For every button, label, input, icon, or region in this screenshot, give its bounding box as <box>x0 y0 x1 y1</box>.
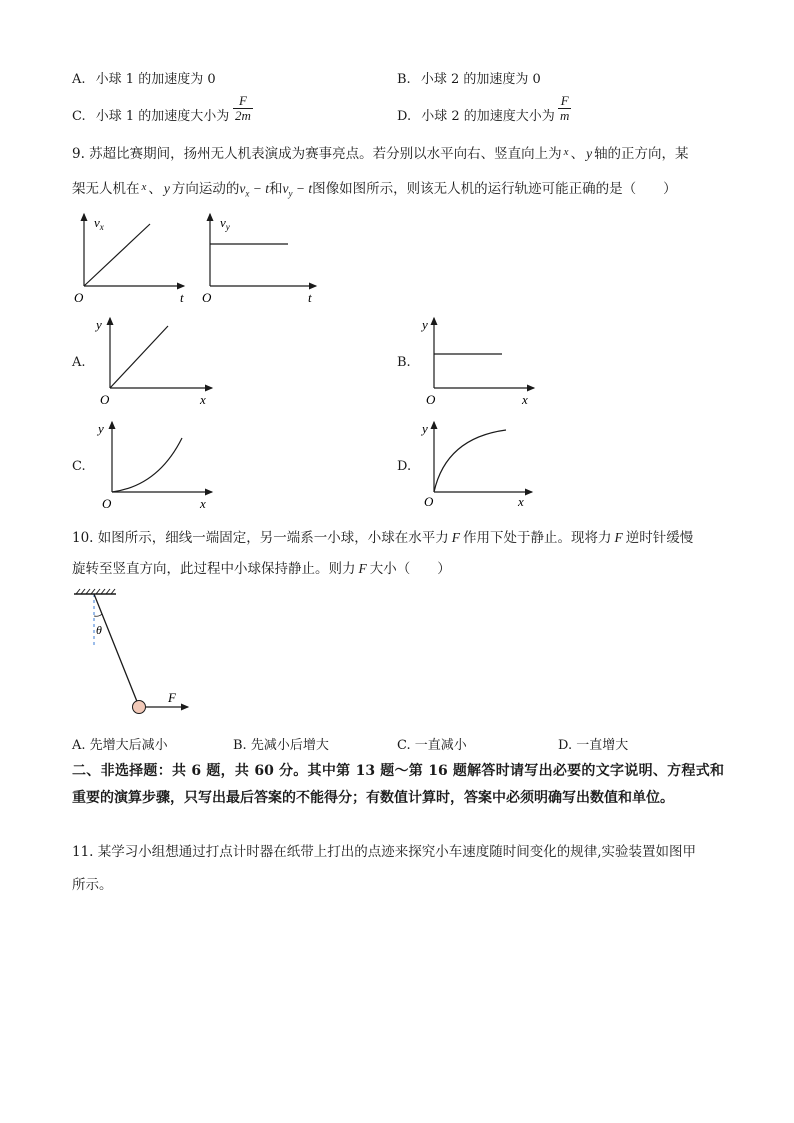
q8-option-a <box>72 68 216 87</box>
and-word: 和 <box>269 181 283 197</box>
x-axis-label: x <box>200 496 206 511</box>
origin-label: O <box>202 290 212 305</box>
vy-t-graph <box>198 208 322 306</box>
force-symbol: F <box>451 530 461 545</box>
q8-option-b-label: B. <box>397 72 411 87</box>
vx-subscript: x <box>245 188 250 199</box>
origin-label: O <box>102 496 112 511</box>
origin-label: O <box>100 392 110 407</box>
q8-option-c-fraction <box>233 94 253 123</box>
q10-line-2-a: 旋转至竖直方向，此过程中小球保持静止。则力 <box>72 561 356 577</box>
vx-line <box>84 224 150 286</box>
fraction-denominator: m <box>560 108 570 123</box>
vx-axis-label: $v_x$ <box>94 215 104 232</box>
section-2-heading: 二、非选择题：共 6 题，共 60 分。其中第 13 题～第 16 题解答时请写出必要的文字说明、方程式和重要的演算步骤，只写出最后答案的不能得分；有数值计算时，答案中必须明确写出数值和单位。 <box>72 763 724 806</box>
q8-option-b <box>397 68 541 87</box>
q10-line-2-b: 大小（ ） <box>369 561 451 577</box>
q10-line-2 <box>72 557 451 577</box>
ball <box>133 701 146 714</box>
q9-option-a-label: A. <box>72 355 86 370</box>
q11-line-2: 所示。 <box>72 877 113 893</box>
vx-symbol: v <box>239 181 246 196</box>
q10-option-d: D. 一直增大 <box>558 738 629 753</box>
x-symbol: x <box>563 146 569 158</box>
angle-arc <box>94 614 102 616</box>
q10-option-b: B. 先减小后增大 <box>233 738 329 753</box>
origin-label: O <box>424 494 434 509</box>
y-axis-label: y <box>422 317 428 332</box>
trajectory-line <box>110 326 168 388</box>
q9-line-1-end: 轴的正方向，某 <box>594 146 689 162</box>
q9-option-c-label: C. <box>72 459 86 474</box>
q8-option-d-label: D. <box>397 109 412 124</box>
origin-label: O <box>426 392 436 407</box>
y-symbol: y <box>163 181 170 196</box>
x-axis-label: x <box>522 392 528 407</box>
q10-line-1-b: 作用下处于静止。现将力 <box>463 530 612 546</box>
vy-symbol: v <box>282 181 289 196</box>
vy-axis-label: $v_y$ <box>220 215 230 232</box>
x-symbol: x <box>141 181 147 193</box>
minus-t: − t <box>249 181 270 196</box>
q9-line-1 <box>72 142 689 162</box>
fraction-numerator: F <box>560 93 569 108</box>
vy-subscript: y <box>288 188 293 199</box>
q9-option-b-label: B. <box>397 355 411 370</box>
fraction-denominator: 2m <box>235 108 251 123</box>
option-b-graph <box>416 312 540 408</box>
x-axis-label: x <box>518 494 524 509</box>
q9-line-2-end: 图像如图所示，则该无人机的运行轨迹可能正确的是（ ） <box>312 181 677 197</box>
t-axis-label: t <box>308 290 312 305</box>
q8-option-d-text: 小球 2 的加速度大小为 <box>421 109 555 124</box>
separator: 、 <box>148 181 162 197</box>
vx-t-graph <box>72 208 192 306</box>
string <box>94 594 138 704</box>
q9-line-2-dir: 方向运动的 <box>171 181 240 197</box>
q9-line-2-start: 架无人机在 <box>72 181 140 197</box>
t-axis-label: t <box>180 290 184 305</box>
pendulum-diagram <box>68 586 208 720</box>
force-symbol: F <box>358 561 367 576</box>
q8-option-b-text: 小球 2 的加速度为 0 <box>420 72 541 87</box>
q9-line-1-text: 9. 苏超比赛期间，扬州无人机表演成为赛事亮点。若分别以水平向右、竖直向上为 <box>72 146 562 162</box>
force-symbol: F <box>614 530 623 545</box>
q10-line-1-c: 逆时针缓慢 <box>625 530 694 546</box>
q8-option-c <box>72 105 229 124</box>
q10-option-c: C. 一直减小 <box>397 738 467 753</box>
ceiling-hatch <box>76 589 115 594</box>
q8-option-c-text: 小球 1 的加速度大小为 <box>95 109 230 124</box>
q8-option-d <box>397 105 555 124</box>
theta-label: θ <box>96 623 102 637</box>
q8-option-c-label: C. <box>72 109 86 124</box>
q10-option-a: A. 先增大后减小 <box>72 738 168 753</box>
q9-line-2 <box>72 177 677 199</box>
q8-option-a-text: 小球 1 的加速度为 0 <box>95 72 216 87</box>
force-label: F <box>168 690 176 705</box>
y-axis-label: y <box>96 317 102 332</box>
trajectory-curve <box>112 438 182 492</box>
q10-line-1 <box>72 526 693 546</box>
separator: 、 <box>570 146 585 162</box>
q8-option-d-fraction <box>558 94 571 123</box>
x-axis-label: x <box>200 392 206 407</box>
q11-line-1: 11. 某学习小组想通过打点计时器在纸带上打出的点迹来探究小车速度随时间变化的规律,实验装置如图甲 <box>72 844 697 860</box>
fraction-numerator: F <box>238 93 247 108</box>
q10-line-1-a: 10. 如图所示，细线一端固定，另一端系一小球，小球在水平力 <box>72 530 449 546</box>
option-c-graph <box>92 416 216 512</box>
y-symbol: y <box>586 146 593 161</box>
option-d-graph <box>414 416 538 512</box>
option-a-graph <box>92 312 216 408</box>
y-axis-label: y <box>98 421 104 436</box>
q9-option-d-label: D. <box>397 459 412 474</box>
y-axis-label: y <box>422 421 428 436</box>
trajectory-curve <box>434 430 506 492</box>
origin-label: O <box>74 290 84 305</box>
minus-t: − t <box>292 181 313 196</box>
q8-option-a-label: A. <box>72 72 86 87</box>
